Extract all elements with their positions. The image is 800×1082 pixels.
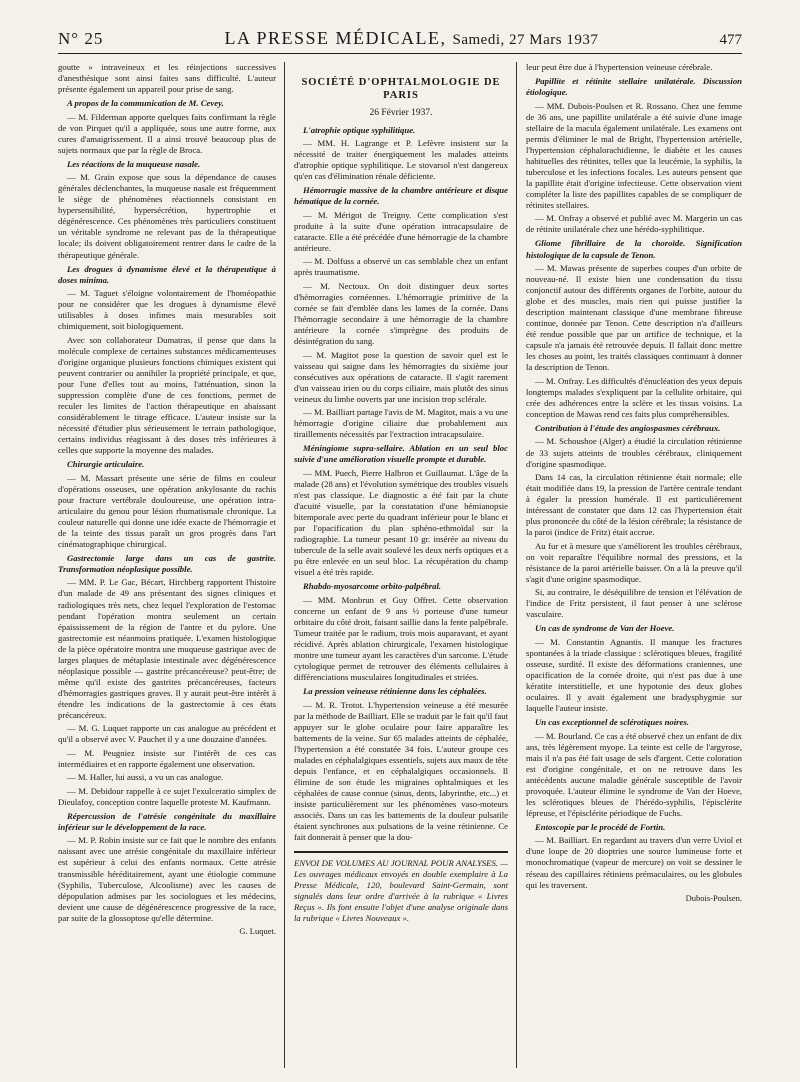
section-heading: Rhabdo-myosarcome orbito-palpébral. — [303, 581, 442, 592]
paragraph: — MM. Puech, Pierre Halbron et Guillaumat. L'âge de la malade (28 ans) et l'évolution symétrique des troubles visuels n'est pas classique. Le diagnostic a été fait par la chute d'acuité visuelle, par la constatation d'une hémianopsie bitemporale avec perte du quadrant inférieur pour le blanc et par l'opacification du plan sphéno-ethmoïdal sur la radiographie. La tumeur pesant 10 gr. insérée au niveau du tubercule de la selle avait soulevé les deux nerfs optiques et a pu être enlevée en un seul bloc. La récupération du champ visuel a été très rapide. — [294, 467, 508, 578]
section-heading: Un cas de syndrome de Van der Hoeve. — [535, 623, 675, 634]
author-signature: G. Luquet. — [239, 926, 276, 937]
section-heading: A propos de la communication de M. Cevey. — [67, 98, 224, 109]
journal-name: LA PRESSE MÉDICALE, — [224, 28, 447, 48]
section-heading: Papillite et rétinite stellaire unilatérale. Discussion étiologique. — [526, 76, 742, 98]
paragraph: Dans 14 cas, la circulation rétinienne était normale; elle était modifiée dans 19, la pression de l'artère centrale tendant à égaler la pression humérale. Il est particulièrement intéressant de constater que dans 12 cas l'hypertension était plus prononcée du côté de la lésion cérébrale; la résistance de la paroi (indice de Fritz) était accrue. — [526, 471, 742, 538]
paragraph: — M. Onfray a observé et publié avec M. Margerin un cas de rétinite unilatérale chez une hérédo-syphilitique. — [526, 213, 742, 235]
issue-date: Samedi, 27 Mars 1937 — [452, 32, 599, 48]
issue-number: N° 25 — [58, 29, 104, 48]
paragraph: Si, au contraire, le déséquilibre de tension et l'élévation de l'indice de Fritz persistent, il faut penser à une sclérose vasculaire. — [526, 587, 742, 620]
paragraph: — M. Magitot pose la question de savoir quel est le vaisseau qui saigne dans les hémorragies du sixième jour consécutives aux opérations de cataracte. Il s'agit rarement d'un vaisseau irien ou du corps ciliaire, mais plutôt des sinus veineux du limbe ouverts par une incision trop sclérale. — [294, 349, 508, 404]
page-header — [58, 28, 742, 54]
column-left — [58, 62, 284, 1068]
paragraph-continued: leur peut être due à l'hypertension veineuse cérébrale. — [526, 62, 713, 72]
section-heading: Les drogues à dynamisme élevé et la thérapeutique à doses minima. — [58, 263, 276, 285]
article-columns — [58, 62, 742, 1068]
section-heading: Gastrectomie large dans un cas de gastrite. Transformation néoplasique possible. — [58, 552, 276, 574]
paragraph: — M. Bourland. Ce cas a été observé chez un enfant de dix ans, très légèrement myope. La teinte est celle de l'argyrose, mais il n'a pas été fait usage de sels d'argent. Cette coloration est d'origine congénitale, et on ne retrouve dans les antécédents aucune maladie générale susceptible de l'avoir provoquée. L'auteur élimine le syndrome de Van der Hoeve, les sclérotiques bleues de l'hérédo-syphilis, l'épisclérite lépreuse, et l'épisclérite périodique de Fuchs. — [526, 730, 742, 818]
section-heading: Les réactions de la muqueuse nasale. — [67, 158, 201, 169]
section-heading: Chirurgie articulaire. — [67, 459, 145, 470]
section-heading: Gliome fibrillaire de la choroïde. Signification histologique de la capsule de Tenon. — [526, 238, 742, 260]
paragraph: — M. Massart présente une série de films en couleur d'opérations osseuses, une opération ankylosante du rachis pour fracture vertébrale douloureuse, une opération intra-articulaire du genou pour lésion rhumatismale chronique. La couleur naturelle qui donne une idée exacte de l'hémorragie et de la teinte des tissus paraît un gros progrès dans l'art cinématographique chirurgical. — [58, 472, 276, 549]
page-number: 477 — [719, 32, 742, 48]
section-heading: Un cas exceptionnel de sclérotiques noires. — [535, 717, 689, 728]
paragraph: — M. Debidour rappelle à ce sujet l'exulceratio simplex de Dieulafoy, conception contre laquelle proteste M. Kaufmann. — [58, 785, 276, 807]
paragraph: — M. Bailliart partage l'avis de M. Magitot, mais a vu une hémorragie d'origine ciliaire due probablement aux tiraillements nécessités par l'extraction intracapsulaire. — [294, 407, 508, 440]
section-heading: Répercussion de l'atrésie congénitale du maxillaire inférieur sur le développement de la race. — [58, 810, 276, 832]
paragraph: — M. Mérigot de Treigny. Cette complication s'est produite à la suite d'une opération intracapsulaire de cataracte. Elle a été précédée d'une hémorragie de la chambre antérieure. — [294, 209, 508, 253]
paragraph: — M. Bailliart. En regardant au travers d'un verre Uviol et d'une loupe de 20 dioptries une source lumineuse forte et monochromatique (vapeur de mercure) on voit se dessiner le réseau des capillaires rétiniens prémaculaires, ou les globules qui les traversent. — [526, 835, 742, 890]
paragraph: — M. Haller, lui aussi, a vu un cas analogue. — [67, 772, 224, 783]
section-heading: La pression veineuse rétinienne dans les céphalées. — [303, 686, 487, 697]
notice-box: ENVOI DE VOLUMES AU JOURNAL POUR ANALYSES. — Les ouvrages médicaux envoyés en double exemplaire à La Presse Médicale, 120, boulevard Saint-Germain, sont signalés dans leur ordre d'arrivée à la rubrique « Livres Reçus ». Ils font ensuite l'objet d'une analyse originale dans la rubrique « Livres Nouveaux ». — [294, 851, 508, 924]
journal-title — [224, 28, 598, 49]
paragraph: Avec son collaborateur Dumatras, il pense que dans la molécule complexe de certaines substances médicamenteuses d'origine organique plusieurs fonctions chimiques existent qui peuvent contrarier ou annihiler la propriété principale, et que, pour l'une d'elles tout au moins, l'atténuation, sinon la suppression complète d'une de ces fonctions, permet de reculer les limites de l'action thérapeutique en abaissant considérablement le titrage efficace. L'auteur insiste sur la nécessité d'étudier plus sérieusement le terrain pathologique, certains individus réagissant à des doses très inférieures à celles que supporte la moyenne des malades. — [58, 334, 276, 456]
paragraph: — M. Filderman apporte quelques faits confirmant la règle de von Pirquet qu'il a appliquée, sous une autre forme, aux cures d'amaigrissement. Il a ainsi trouvé beaucoup plus de sujets normaux que par la règle de Broca. — [58, 111, 276, 155]
paragraph: — M. Schoushoe (Alger) a étudié la circulation rétinienne de 33 sujets atteints de troubles cérébraux, cliniquement d'origine spasmodique. — [526, 436, 742, 469]
paragraph: Au fur et à mesure que s'améliorent les troubles cérébraux, on voit reparaître l'équilibre normal des pressions, et la résistance de la paroi artérielle baisser. On a là la preuve qu'il s'agit d'une origine spasmodique. — [526, 540, 742, 584]
paragraph: — M. Onfray. Les difficultés d'énucléation des yeux depuis longtemps malades s'expliquent par la cellulite orbitaire, qui crée des adhérences entre la sclère et les tissus voisins. La conception de Mawas rend ces faits plus compréhensibles. — [526, 375, 742, 419]
paragraph: — M. Nectoux. On doit distinguer deux sortes d'hémorragies cornéennes. L'hémorragie primitive de la cornée se fait d'emblée dans les lames de la cornée. Dans l'hémorragie secondaire à une hémorragie de la chambre antérieure la cornée s'imprègne des produits de désintégration du sang. — [294, 280, 508, 347]
section-heading: Contribution à l'étude des angiospasmes cérébraux. — [535, 423, 721, 434]
paragraph: — M. Constantin Agnantis. Il manque les fractures spontanées à la triade classique : sclérotiques bleues, fragilité osseuse, surdité. Il existe des déformations craniennes, une opacification de la cornée droite, qui n'est pas due à une kératite interstitielle, et une hypotonie des deux globes oculaires. Il y avait également une bradysphygmie sur laquelle l'auteur insiste. — [526, 636, 742, 714]
session-date: 26 Février 1937. — [369, 107, 433, 118]
paragraph: — MM. H. Lagrange et P. Lefèvre insistent sur la nécessité de traiter énergiquement les malades atteints d'atrophie optique syphilitique. Le stovarsol n'est dangereux qu'en cas d'élimination rénale déficiente. — [294, 138, 508, 182]
paragraph: — M. P. Robin insiste sur ce fait que le nombre des enfants naissant avec une atrésie congénitale du maxillaire inférieur est supérieur à celui des enfants normaux. Cette atrésie transmissible héréditairement, ayant une étiologie commune (Syphilis, Tuberculose, Alcoolisme) avec les causes de dépopulation admises par les sociologues et les médecins, devient une cause de dégénérescence progressive de la race, par suite de la glossoptose qu'elle détermine. — [58, 835, 276, 923]
paragraph: — M. Grain expose que sous la dépendance de causes générales déclenchantes, la muqueuse nasale est fréquemment le siège de phénomènes réactionnels consistant en hypersensibilité, hypersécrétion, hypertrophie et dégénérescence. Ces phénomènes très particuliers constituent un véritable syndrome ne relevant pas de la thérapeutique locale; ils doivent obligatoirement rentrer dans le cadre de la thérapeutique générale. — [58, 172, 276, 260]
section-heading: Méningiome supra-sellaire. Ablation en un seul bloc suivie d'une amélioration visuelle prompte et durable. — [294, 443, 508, 465]
paragraph: — M. Taguet s'éloigne volontairement de l'homéopathie pour ne considérer que les drogues à dynamisme élevé utilisables à doses infimes mais mesurables soit chimiquement, soit biologiquement. — [58, 288, 276, 332]
column-middle — [284, 62, 516, 1068]
paragraph: — MM. P. Le Gac, Bécart, Hirchberg rapportent l'histoire d'un malade de 49 ans présentant des signes cliniques et radiologiques très nets, chez lequel l'exploration de l'estomac pendant l'opération montra seulement un certain épaississement de la région de l'antre et du pylore. Une gastrectomie est néanmoins pratiquée. L'examen histologique de la pièce opératoire montra une muqueuse gastrique avec de larges plaques de métaplasie intestinale avec dégénérescence néoplasique possible — gastrite précancéreuse? peut-être; de même qu'il existe des gastrites précancéreuses, facteurs d'hémorragies gastriques graves. Il y aurait peut-être intérêt à étendre les indications de la gastrectomie à ces états précancéreux. — [58, 577, 276, 720]
paragraph: — M. Peugniez insiste sur l'intérêt de ces cas intermédiaires et en rapporte également une observation. — [58, 747, 276, 769]
paragraph: — MM. Dubois-Poulsen et R. Rossano. Chez une femme de 36 ans, une papillite unilatérale a été suivie d'une image stellaire de la macula également unilatérale. Les examens ont permis d'éliminer le mal de Bright, l'hypertension artérielle, l'hypertension céphalorachidienne, le diabète et les causes habituelles des rétinites, telles que la leucémie, la syphilis, la tuberculose et les infections focales. Les auteurs pensent que la papillite était d'origine infectieuse. Cette observation vient compléter la liste des papillites capables de se compliquer de rétinites stellaires. — [526, 100, 742, 210]
section-heading: L'atrophie optique syphilitique. — [303, 124, 416, 135]
paragraph: — M. R. Trotot. L'hypertension veineuse a été mesurée par la méthode de Bailliart. Elle se traduit par le fait qu'il faut appuyer sur le globe oculaire pour faire apparaître les battements de la veine. Sur 65 malades atteints de céphalée, l'hypertension a été constatée 34 fois. L'auteur groupe ces malades en céphalalgiques essentiels, sujets aux maux de tête depuis l'enfance, et en céphalalgiques occasionnels. Il élimine de son étude les migraines ophtalmiques et les céphalées de cause connue (sinus, dents, labyrinthe, etc...) et insiste particulièrement sur les phénomènes vaso-moteurs associés. Dans un cas les battements de la douleur pulsatile étaient synchrones aux pulsations de la veine rétinienne. Ce fait donnerait à penser que la dou- — [294, 699, 508, 843]
society-title: SOCIÉTÉ D'OPHTALMOLOGIE DE PARIS — [301, 77, 501, 102]
paragraph: — MM. Monbrun et Guy Offret. Cette observation concerne un enfant de 9 ans ½ porteuse d'une tumeur orbitaire du côté droit, faisant saillie dans la fente palpébrale. Tumeur traitée par le radium, trois mois auparavant, et ayant récidivé. Après ablation chirurgicale, l'examen histologique montre une tumeur ayant les caractères d'un sarcome. L'étude cytologique permet de retrouver des éléments cellulaires à différenciations musculaires longitudinales et striées. — [294, 594, 508, 683]
column-right — [516, 62, 742, 1068]
author-signature: Dubois-Poulsen. — [685, 893, 742, 904]
paragraph-continued: goutte » intraveineux et les réinjections successives d'anesthésique sont ainsi faites sans difficulté. L'auteur présente également un appareil pour prise de sang. — [58, 62, 276, 95]
paragraph: — M. Dolfuss a observé un cas semblable chez un enfant après traumatisme. — [294, 256, 508, 278]
paragraph: — M. Mawas présente de superbes coupes d'un orbite de nouveau-né. Il existe bien une condensation du tissu conjonctif autour des différents organes de l'orbite, autour du globe et des muscles, mais rien qui puisse justifier la description maintenant classique d'une membrane fibreuse continue, donnée par Tenon. Cette description n'a d'ailleurs été rendue possible que par un artifice de technique, et la capsule n'a jamais été retrouvée depuis. Il fallait donc mettre les choses au point, les traités classiques continuant à donner la description de Tenon. — [526, 262, 742, 373]
section-heading: Entoscopie par le procédé de Fortin. — [535, 821, 666, 832]
section-heading: Hémorragie massive de la chambre antérieure et disque hématique de la cornée. — [294, 185, 508, 207]
paragraph: — M. G. Luquet rapporte un cas analogue au précédent et qu'il a observé avec V. Pauchet il y a une douzaine d'années. — [58, 723, 276, 745]
